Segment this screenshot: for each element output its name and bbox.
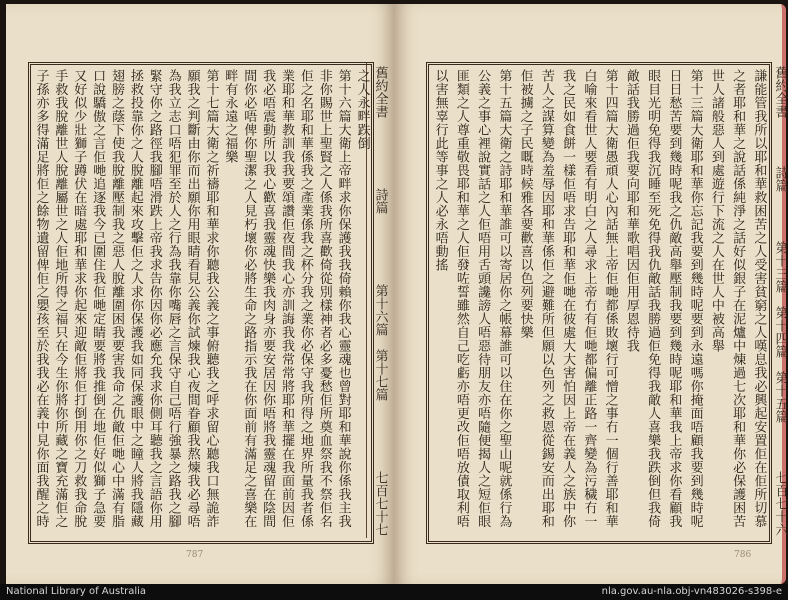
text-column: 之者耶和華之說話係純淨之話好似銀子在泥爐中煉過七次耶和華你必保護困苦 — [730, 69, 746, 528]
text-column: 第十六篇大衛上帝畔求你保護我我倚賴你我心靈魂也曾對耶和華說你係我主我 — [335, 69, 351, 528]
text-column: 口說驕傲之言佢哋追逐我今已圍住我佢哋定睛要將我推倒在地佢好似獅子急要 — [90, 69, 106, 528]
text-column: 佢被擄之子民嘅時候雅各要歡喜以色列要快樂 — [517, 69, 533, 339]
text-column: 公義之事心裡說實話之人佢唔用舌頭讒謗人唔惡待朋友亦唔隨便揭人之短佢眼 — [475, 69, 491, 528]
left-book-title: 舊約全書 — [372, 66, 388, 118]
text-column: 第十三篇大衛耶和華你忘記我要到幾時呢要到永遠嗎你掩面唔顧我要到幾時呢 — [687, 69, 703, 528]
text-column: 之人永畔跌倒 — [354, 69, 370, 150]
library-credit: National Library of Australia — [6, 586, 147, 597]
right-page-stamp: 786 — [734, 550, 752, 560]
text-column: 業耶和華教訓我我要頌讚佢夜間我心亦訓誨我我常常將耶和華擺在我面前因佢 — [279, 69, 294, 528]
text-column: 敵話我勝過佢我要向耶和華歌唱因佢用厚恩待我 — [623, 69, 639, 353]
text-column: 願我之判斷由你而出願你用眼睛看見公義你試煉我心夜間眷顧我熬煉我必尋唔 — [184, 69, 200, 528]
object-identifier: nla.gov.au-nla.obj-vn483026-s398-e — [601, 586, 782, 597]
text-column: 眼目光明免得我沉睡至死免得我仇敵話我勝過佢免得我敵人喜樂我跌倒但我倚 — [645, 69, 661, 528]
text-column: 我之民如食餅一樣佢唔求告耶和華佢哋在彼處大大害怕因上帝在義人之族中你 — [560, 69, 576, 528]
right-chapter-label: 第十三篇 第十四篇 第十五篇 — [772, 240, 788, 423]
footer-bar — [0, 584, 788, 600]
text-column: 以害無辜行此等事之人必永唔動搖 — [432, 69, 448, 272]
text-column: 世人諸般惡人到處遊行下流之人在世人中被高舉 — [708, 69, 724, 353]
text-column: 第十五篇大衛之詩耶和華誰可以寄居你之帳幕誰可以住在你之聖山呢就係行為 — [496, 69, 512, 528]
text-column: 翅膀之蔭下使我脫離壓制我之惡人脫離圍困我要害我命之仇敵佢哋心中滿有脂 — [109, 69, 124, 528]
left-section-title: 詩篇 — [372, 188, 388, 214]
right-text-frame — [426, 62, 772, 544]
text-column: 匪類之人尊重敬畏耶和華之人佢發咗誓雖然自己吃虧亦唔更改佢唔放債取利唔 — [453, 69, 469, 528]
right-book-title: 舊約全書 — [772, 66, 788, 118]
book-spread — [6, 4, 788, 584]
text-column: 第十七篇大衛之祈禱耶和華求你聽我公義之事俯聽我之呼求留心聽我口無詭詐 — [203, 69, 219, 528]
text-column: 日日愁苦要到幾時呢我之仇敵高舉壓制我要到幾時呢耶和華我上帝求你看顧我 — [666, 69, 682, 528]
text-column: 緊守你之路徑我腳唔滑跌上帝我求告你因你必應允我求你側耳聽我之言語你用 — [146, 69, 162, 528]
left-text-frame — [28, 62, 374, 544]
text-column: 第十四篇大衛愚頑人心內話無上帝佢哋都係敗壞行可憎之事冇一個行善耶和華 — [602, 69, 618, 528]
left-page — [6, 4, 394, 584]
left-page-stamp: 787 — [186, 550, 204, 560]
text-column: 佢之名耶和華係我之產業係我之杯分我之業你必保守我所得之地界所量我者係 — [297, 69, 313, 528]
text-column: 謙能管我所以耶和華救困苦之人受害貧窮之人嘆息我必興起安置佢在佢所切慕 — [751, 69, 767, 528]
text-column: 拯救投靠你之人脫離起來攻擊佢之人求你保護我如同保護眼中之瞳人將我隱藏 — [127, 69, 143, 528]
text-column: 為我立志口唔犯罪至於人之行為我靠你嘴唇之言保守自己唔行強暴之路我之腳 — [165, 69, 181, 528]
right-page-number: 七百七十六 — [772, 470, 788, 536]
right-section-title: 詩篇 — [772, 166, 788, 193]
text-column: 間你必唔俾你聖潔之人見朽壞你必將生命之路指示我在你面前有滿足之喜樂在 — [241, 69, 257, 528]
text-column: 子孫亦多得滿足將佢之餘物遺留俾佢之嬰孩至於我我必在義中見你面我醒之時 — [33, 69, 49, 528]
left-chapter-label: 第十六篇 第十七篇 — [372, 284, 388, 401]
text-column: 又好似少壯獅子蹲伏在暗處耶和華求你起來迎敵佢將佢打倒用你之刀救我命脫 — [71, 69, 87, 528]
left-page-number: 七百七十七 — [372, 471, 388, 536]
right-running-head — [770, 66, 788, 536]
right-page — [394, 4, 786, 584]
text-column: 非你賜世上聖賢之人係我所喜歡倚從別樣神者必多憂愁佢所奠血祭我不祭佢名 — [316, 69, 332, 528]
text-column: 手救我脫離世人脫離屬世之人佢地所得之福只在今生你將你所藏之寶充滿佢之 — [52, 69, 68, 528]
text-column: 苦人之謀算變為羞辱因耶和華係佢之避難所但願以色列之救恩從錫安而出耶和 — [538, 69, 554, 528]
text-column: 我必唔震動所以我心歡喜我靈魂快樂我肉身亦要安居因你唔將我靈魂留在陰間 — [260, 69, 276, 528]
text-column: 畔有永遠之福樂 — [222, 69, 238, 164]
text-column: 白喻來看世人要看有明白之人尋求上帝冇有佢哋都偏離正路一齊變為污穢冇一 — [581, 69, 597, 528]
